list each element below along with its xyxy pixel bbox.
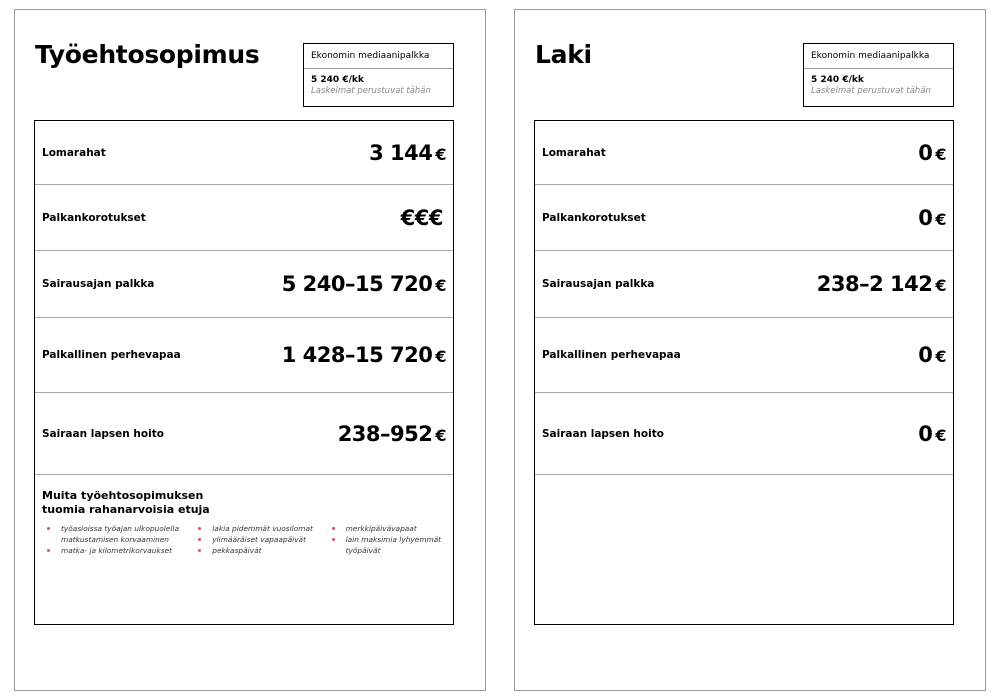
median-salary-value: 5 240 €/kk	[811, 75, 864, 85]
row-amount: 3 144 €	[369, 140, 446, 165]
row-amount: 1 428–15 720 €	[281, 343, 446, 367]
row-sairausajan-palkka	[535, 251, 953, 318]
median-salary-note: Laskelmat perustuvat tähän	[311, 86, 431, 96]
page-tyoehtosopimus	[14, 9, 486, 691]
row-sairausajan-palkka	[35, 251, 453, 318]
list-item: merkkipäivävapaat	[327, 523, 446, 534]
row-amount: 0 €	[918, 343, 946, 367]
row-amount: 5 240–15 720 €	[281, 272, 446, 296]
median-salary-note: Laskelmat perustuvat tähän	[811, 86, 931, 96]
page-laki	[514, 9, 986, 691]
median-salary-header: Ekonomin mediaanipalkka	[804, 44, 953, 69]
median-salary-box	[803, 43, 954, 107]
row-label: Sairausajan palkka	[542, 278, 655, 290]
page-title: Laki	[535, 40, 592, 69]
row-amount: 0 €	[918, 205, 946, 230]
row-lomarahat	[35, 121, 453, 185]
row-label: Lomarahat	[542, 146, 606, 159]
row-palkankorotukset	[535, 185, 953, 251]
median-salary-box	[303, 43, 454, 107]
row-label: Palkallinen perhevapaa	[542, 349, 681, 361]
list-item: pekkaspäivät	[193, 545, 326, 556]
benefits-column	[327, 523, 446, 556]
benefits-table	[534, 120, 954, 625]
list-item: työasioissa työajan ulkopuolella matkustamisen korvaaminen	[42, 523, 193, 545]
list-item: lakia pidemmät vuosilomat	[193, 523, 326, 534]
list-item: ylimääräiset vapaapäivät	[193, 534, 326, 545]
row-palkallinen-perhevapaa	[35, 318, 453, 393]
row-label: Palkallinen perhevapaa	[42, 349, 181, 361]
row-label: Palkankorotukset	[542, 211, 646, 224]
row-amount: 0 €	[918, 421, 946, 446]
median-salary-header: Ekonomin mediaanipalkka	[304, 44, 453, 69]
row-label: Sairaan lapsen hoito	[42, 427, 164, 440]
row-amount: €€€	[400, 205, 443, 230]
row-palkankorotukset	[35, 185, 453, 251]
benefits-table	[34, 120, 454, 625]
row-amount: 238–2 142 €	[816, 272, 946, 296]
row-label: Sairaan lapsen hoito	[542, 427, 664, 440]
row-label: Sairausajan palkka	[42, 278, 155, 290]
row-label: Palkankorotukset	[42, 211, 146, 224]
page-title: Työehtosopimus	[35, 40, 260, 69]
row-amount: 238–952 €	[337, 421, 446, 446]
other-benefits-list	[42, 523, 446, 556]
list-item: lain maksimia lyhyemmät työpäivät	[327, 534, 446, 556]
row-sairaan-lapsen-hoito	[535, 393, 953, 475]
row-sairaan-lapsen-hoito	[35, 393, 453, 475]
row-label: Lomarahat	[42, 146, 106, 159]
list-item: matka- ja kilometrikorvaukset	[42, 545, 193, 556]
median-salary-value: 5 240 €/kk	[311, 75, 364, 85]
benefits-column	[193, 523, 326, 556]
other-benefits-heading: Muita työehtosopimuksen tuomia rahanarvoisia etuja	[42, 489, 210, 516]
row-lomarahat	[535, 121, 953, 185]
other-benefits	[42, 489, 446, 556]
benefits-column	[42, 523, 193, 556]
row-palkallinen-perhevapaa	[535, 318, 953, 393]
row-amount: 0 €	[918, 140, 946, 165]
